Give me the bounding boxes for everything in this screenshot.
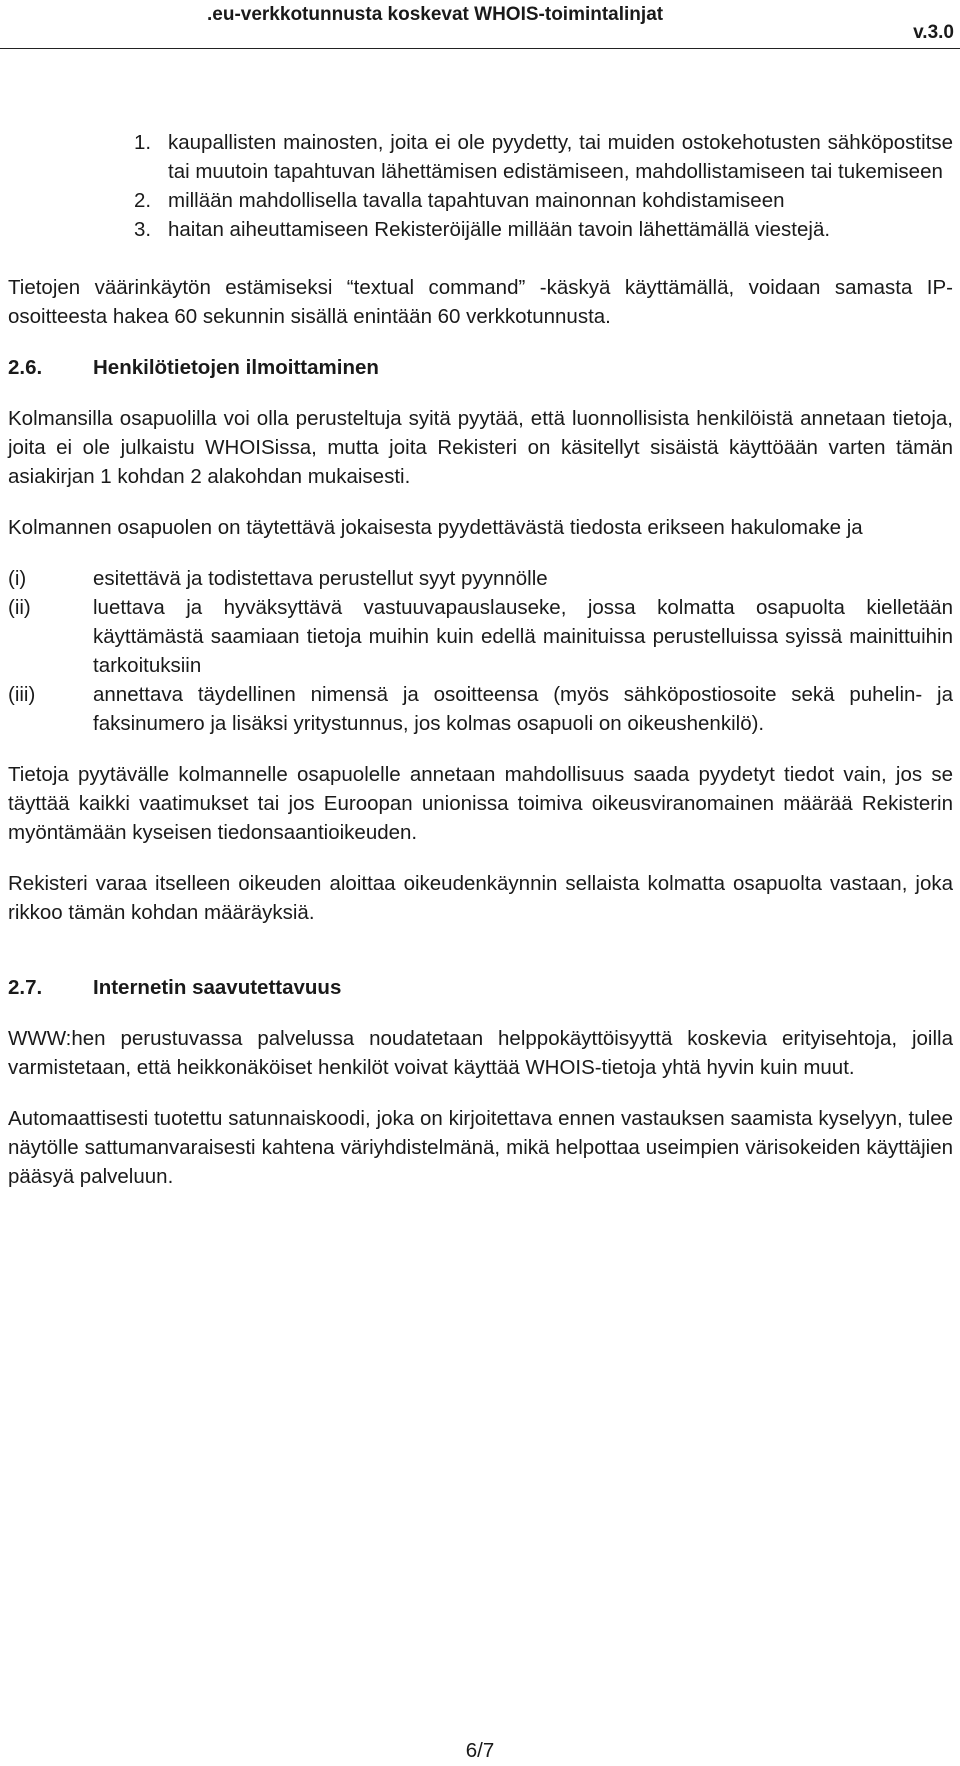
- section-title: Henkilötietojen ilmoittaminen: [93, 356, 379, 379]
- list-item-text: esitettävä ja todistettava perustellut syyt pyynnölle: [93, 567, 548, 590]
- paragraph-request-form: Kolmannen osapuolen on täytettävä jokaisesta pyydettävästä tiedosta erikseen hakulomake ja: [8, 516, 863, 539]
- paragraph-legal-rights: Rekisteri varaa itselleen oikeuden aloittaa oikeudenkäynnin sellaista kolmatta osapuolta vastaan, joka rikkoo tämän kohdan määräyksiä.: [8, 872, 953, 924]
- list-item: [8, 215, 953, 244]
- list-item-number: 1.: [134, 131, 152, 154]
- section-number: 2.6.: [8, 356, 43, 379]
- list-item: [8, 593, 953, 680]
- section-heading-2-6: [8, 353, 953, 382]
- list-item-number: 3.: [134, 218, 152, 241]
- document-body: [8, 128, 953, 1191]
- list-item: [8, 680, 953, 738]
- list-item-text: annettava täydellinen nimensä ja osoitteensa (myös sähköpostiosoite sekä puhelin- ja faksinumero ja lisäksi yritystunnus, jos kolmas osapuoli on oikeushenkilö).: [93, 683, 953, 735]
- page-number: 6/7: [465, 1739, 495, 1762]
- page-header: [0, 0, 960, 43]
- section-heading-2-7: [8, 973, 953, 1002]
- section-number: 2.7.: [8, 976, 43, 999]
- list-item-number: (iii): [8, 683, 36, 706]
- paragraph-random-code: Automaattisesti tuotettu satunnaiskoodi, joka on kirjoitettava ennen vastauksen saamista kyselyyn, tulee näytölle sattumanvaraisesti kahtena väriyhdistelmänä, mikä helpottaa useimpien värisokeiden käyttäjien pääsyä palveluun.: [8, 1107, 953, 1188]
- list-item-number: (i): [8, 567, 27, 590]
- header-divider: [0, 48, 960, 49]
- list-item-text: haitan aiheuttamiseen Rekisteröijälle millään tavoin lähettämällä viestejä.: [168, 218, 831, 241]
- document-title: .eu-verkkotunnusta koskevat WHOIS-toimintalinjat: [207, 4, 664, 25]
- list-item: [8, 564, 953, 593]
- list-item: [8, 186, 953, 215]
- paragraph-access-opportunity: Tietoja pyytävälle kolmannelle osapuolelle annetaan mahdollisuus saada pyydetyt tiedot vain, jos se täyttää kaikki vaatimukset tai jos Euroopan unionissa toimiva oikeusviranomainen määrää Rekisterin myöntämään kyseisen tiedonsaantioikeuden.: [8, 763, 953, 844]
- list-item-number: 2.: [134, 189, 152, 212]
- list-item: [8, 128, 953, 186]
- paragraph-abuse-prevention: Tietojen väärinkäytön estämiseksi “textual command” -käskyä käyttämällä, voidaan samasta IP-osoitteesta hakea 60 sekunnin sisällä enintään 60 verkkotunnusta.: [8, 276, 953, 328]
- list-item-text: luettava ja hyväksyttävä vastuuvapauslauseke, jossa kolmatta osapuolta kielletään käyttämästä saamiaan tietoja muihin kuin edellä mainituissa perustelluissa syissä mainittuihin tarkoituksiin: [93, 596, 953, 677]
- list-item-text: millään mahdollisella tavalla tapahtuvan mainonnan kohdistamiseen: [168, 189, 785, 212]
- roman-list: [8, 564, 953, 738]
- list-item-number: (ii): [8, 596, 31, 619]
- paragraph-third-parties: Kolmansilla osapuolilla voi olla perusteltuja syitä pyytää, että luonnollisista henkilöistä annetaan tietoja, joita ei ole julkaistu WHOISissa, mutta joita Rekisteri on käsitellyt sisäistä käyttöään varten tämän asiakirjan 1 kohdan 2 alakohdan mukaisesti.: [8, 407, 953, 488]
- paragraph-www-accessibility: WWW:hen perustuvassa palvelussa noudatetaan helppokäyttöisyyttä koskevia erityisehtoja, joilla varmistetaan, että heikkonäköiset henkilöt voivat käyttää WHOIS-tietoja yhtä hyvin kuin muut.: [8, 1027, 953, 1079]
- section-title: Internetin saavutettavuus: [93, 976, 342, 999]
- list-item-text: kaupallisten mainosten, joita ei ole pyydetty, tai muiden ostokehotusten sähköpostitse tai muutoin tapahtuvan lähettämisen edistämiseen, mahdollistamiseen tai tukemiseen: [168, 131, 953, 183]
- numbered-list: [8, 128, 953, 244]
- document-version: v.3.0: [913, 22, 954, 43]
